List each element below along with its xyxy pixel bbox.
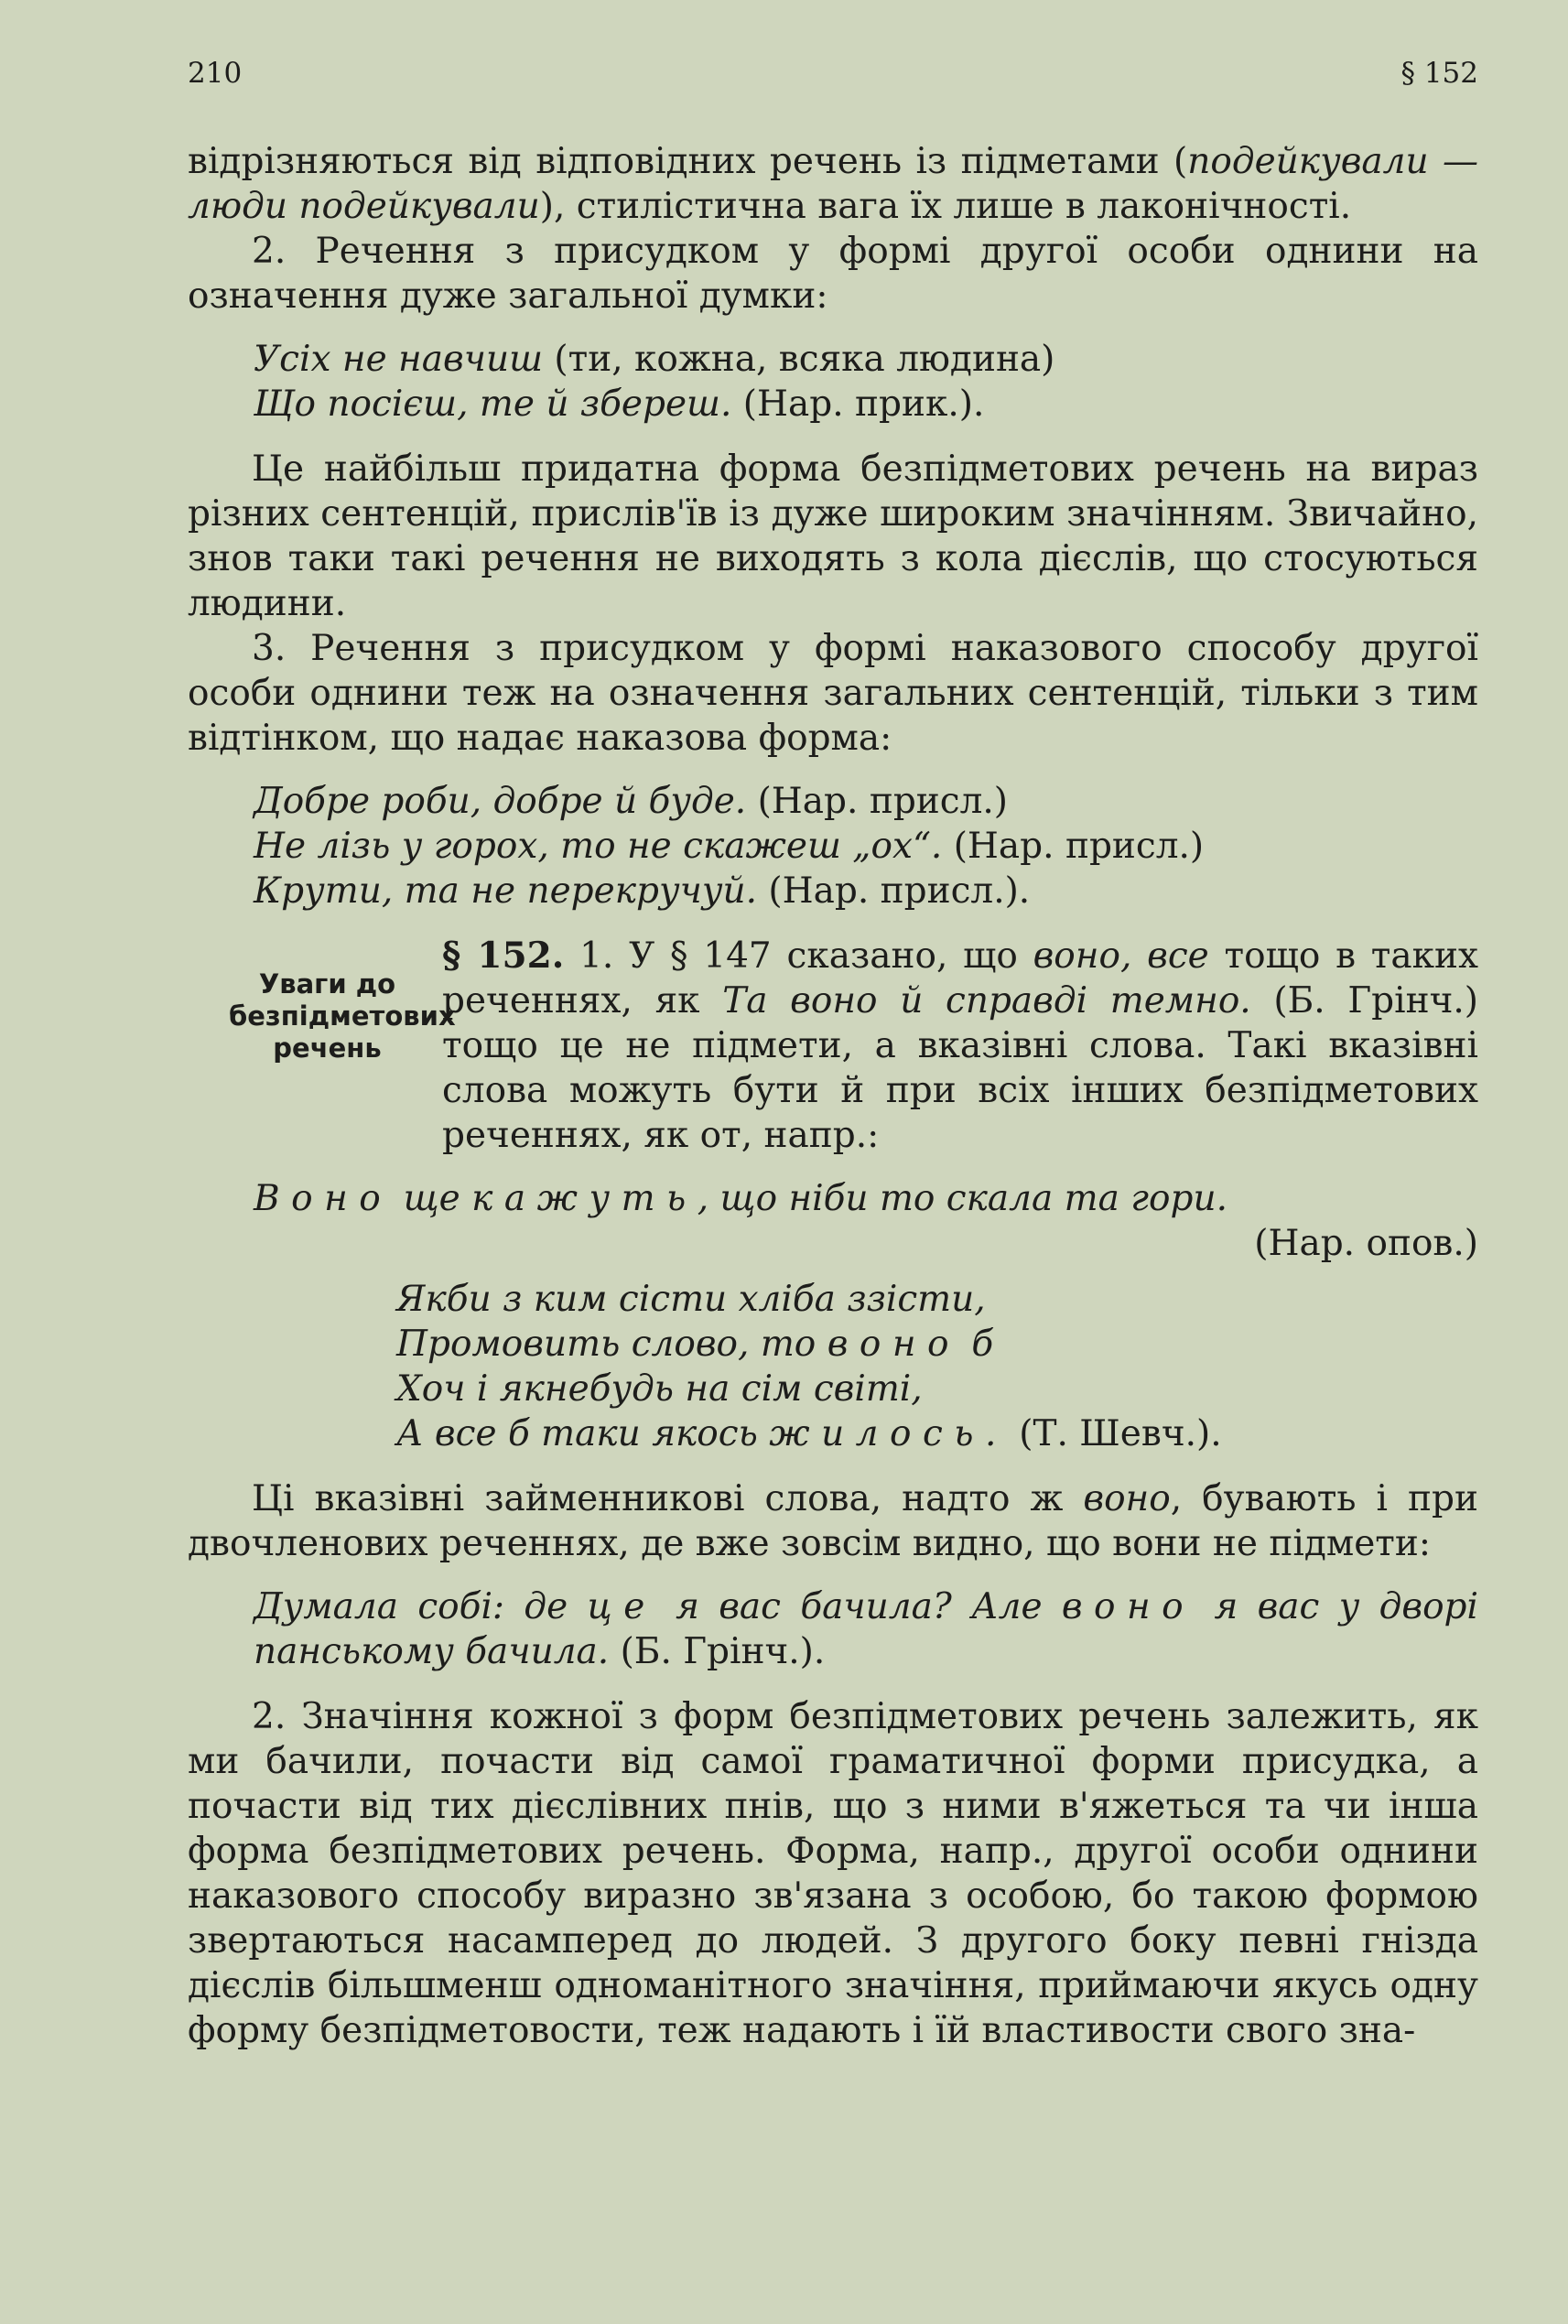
paragraph-2: 2. Речення з присудком у формі другої особи однини на означення дуже загальної думки: xyxy=(188,231,1478,317)
page-body xyxy=(188,139,1478,2053)
page-number: 210 xyxy=(188,57,243,90)
poem-block: Якби з ким сісти хліба ззісти, Промовить слово, то воно б Хоч і якнебудь на сім світі, А все б таки якось жилось. (Т. Шевч.). xyxy=(396,1279,1222,1454)
paragraph-1: відрізняються від відповідних речень із підметами (подейкували — люди подейкували), стилістична вага їх лише в лаконічності. xyxy=(188,141,1478,227)
section-152 xyxy=(188,934,1478,1158)
paragraph-6: 2. Значіння кожної з форм безпідметових речень залежить, як ми бачили, почасти від самої граматичної форми присудка, а почасти від тих дієслівних пнів, що з ними в'яжеться та чи інша форма безпідметових речень. Форма, напр., другої особи однини наказового способу виразно зв'язана з особою, бо такою формою звертаються насамперед до людей. З другого боку певні гнізда дієслів більшменш одноманітного значіння, приймаючи якусь одну форму безпідметовости, теж надають і їй властивости свого зна- xyxy=(188,1696,1478,2051)
example-block-3: Воно ще кажуть, що ніби то скала та гори. (Нар. опов.) xyxy=(254,1178,1478,1264)
example-block-1: Усіх не навчиш (ти, кожна, всяка людина) Що посієш, те й збереш. (Нар. прик.). xyxy=(254,339,1055,425)
margin-note: Уваги до безпідметових речень xyxy=(229,968,456,1064)
paragraph-5: Ці вказівні займенникові слова, надто ж воно, бувають і при двочленових реченнях, де вже зовсім видно, що вони не підмети: xyxy=(188,1478,1478,1564)
example-block-4: Думала собі: де це я вас бачила? Але воно я вас у дворі панському бачила. (Б. Грінч.). xyxy=(254,1586,1478,1672)
section-header: § 152 xyxy=(1400,57,1478,90)
example-block-2: Добре роби, добре й буде. (Нар. присл.) Не лізь у горох, то не скажеш „ох“. (Нар. присл.) Крути, та не перекручуй. (Нар. присл.). xyxy=(254,781,1205,912)
paragraph-4: 3. Речення з присудком у формі наказового способу другої особи однини теж на означення загальних сентенцій, тільки з тим відтінком, що надає наказова форма: xyxy=(188,628,1478,759)
paragraph-3: Це найбільш придатна форма безпідметових речень на вираз різних сентенцій, прислів'їв із дуже широким значінням. Звичайно, знов таки такі речення не виходять з кола дієслів, що стосуються людини. xyxy=(188,449,1478,624)
section-152-text: § 152. 1. У § 147 сказано, що воно, все тощо в таких реченнях, як Та воно й справді темно. (Б. Грінч.) тощо це не підмети, а вказівні слова. Такі вказівні слова можуть бути й при всіх інших безпідметових реченнях, як от, напр.: xyxy=(442,935,1478,1156)
